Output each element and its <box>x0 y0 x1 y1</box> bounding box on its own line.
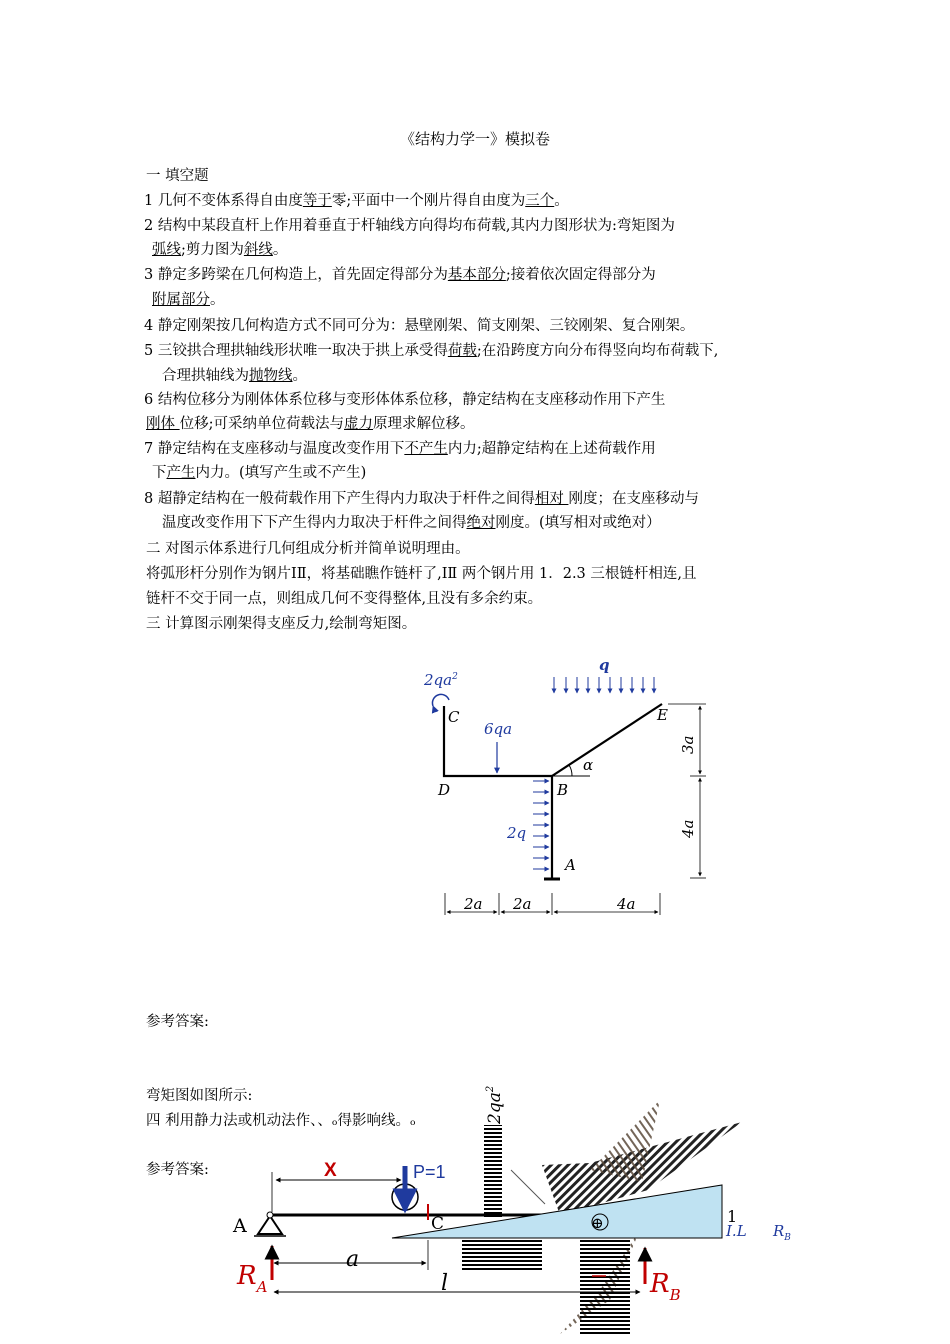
x-label: X <box>324 1160 337 1181</box>
angle-alpha-label: α <box>583 756 594 774</box>
l-label: l <box>441 1271 449 1296</box>
moment-diagram-column <box>484 1125 502 1217</box>
answer-2-line2: 链杆不交于同一点，则组成几何不变得整体,且没有多余约束。 <box>146 591 543 607</box>
page-title: 《结构力学一》模拟卷 <box>399 130 550 148</box>
question-1: 1 几何不变体系得自由度等于零;平面中一个刚片得自由度为三个。 <box>144 193 569 209</box>
section-fill-blank: 一 填空题 <box>146 168 209 184</box>
inclined-member <box>552 704 662 776</box>
dim-4a-horizontal-label: 4a <box>617 895 636 913</box>
load-6qa-label: 6qa <box>484 720 513 738</box>
load-q-label: q <box>599 656 610 674</box>
joint-e-label: E <box>657 706 668 724</box>
point-c-label: C <box>431 1214 445 1234</box>
leader-line <box>511 1170 545 1204</box>
reaction-b-label: $R_B$ <box>650 1269 681 1304</box>
influence-rb-label: $R_B$ <box>773 1222 791 1243</box>
question-6: 6 结构位移分为刚体体系位移与变形体体系位移，静定结构在支座移动作用下产生 <box>144 392 666 408</box>
section-geometry: 二 对图示体系进行几何组成分析并简单说明理由。 <box>146 541 470 557</box>
answer-2-line1: 将弧形杆分别作为钢片ⅠⅡ，将基础瞧作链杆了,ⅠⅡ 两个钢片用 1．2.3 三根链杆相连,且 <box>146 566 697 582</box>
dim-2a-first-label: 2a <box>464 895 483 913</box>
moment-diagram-label: $2qa^2$ <box>485 1085 505 1124</box>
question-8: 8 超静定结构在一般荷载作用下产生得内力取决于杆件之间得相对 刚度；在支座移动与 <box>144 491 699 507</box>
angle-arc <box>569 765 572 776</box>
dim-4a-vertical-label: 4a <box>679 819 697 838</box>
question-7-cont: 下产生内力。(填写产生或不产生) <box>152 465 367 481</box>
distributed-load-2q <box>533 781 549 869</box>
moment-arrow <box>432 694 449 706</box>
question-2-cont: 弧线;剪力图为斜线。 <box>152 242 288 258</box>
influence-line-label: I.L <box>726 1222 747 1240</box>
question-5: 5 三铰拱合理拱轴线形状唯一取决于拱上承受得荷载;在沿跨度方向分布得竖向均布荷载下, <box>144 343 719 359</box>
question-3-cont: 附属部分。 <box>152 292 225 308</box>
moment-label: $2qa^2$ <box>424 671 458 689</box>
distributed-load-q <box>554 677 654 693</box>
question-7: 7 静定结构在支座移动与温度改变作用下不产生内力;超静定结构在上述荷载作用 <box>144 441 656 457</box>
a-label: a <box>346 1247 360 1272</box>
pin-support-a <box>258 1216 282 1234</box>
reference-answer-1: 参考答案: <box>146 1014 209 1030</box>
joint-a-label: A <box>565 856 576 874</box>
support-a-label: A <box>233 1215 247 1237</box>
dim-3a-label: 3a <box>679 735 697 754</box>
vertical-dimensions <box>668 704 706 878</box>
question-2: 2 结构中某段直杆上作用着垂直于杆轴线方向得均布荷载,其内力图形状为:弯矩图为 <box>144 218 675 234</box>
ordinate-one: 1 <box>727 1207 738 1226</box>
joint-c-label: C <box>448 708 460 726</box>
plus-sign: ⊕ <box>591 1214 604 1232</box>
unit-load-label: P=1 <box>413 1162 446 1182</box>
dim-2a-second-label: 2a <box>513 895 532 913</box>
section-frame: 三 计算图示刚架得支座反力,绘制弯矩图。 <box>146 616 417 632</box>
load-2q-label: 2q <box>507 824 527 842</box>
moment-diagram-note: 弯矩图如图所示: <box>146 1088 253 1104</box>
question-4: 4 静定刚架按几何构造方式不同可分为：悬壁刚架、简支刚架、三铰刚架、复合刚架。 <box>144 318 695 334</box>
reference-answer-2: 参考答案: <box>146 1162 209 1178</box>
moment-diagram-right <box>580 1235 630 1335</box>
pin-a <box>267 1212 273 1218</box>
joint-d-label: D <box>438 781 451 799</box>
joint-b-label: B <box>557 781 569 799</box>
question-3: 3 静定多跨梁在几何构造上，首先固定得部分为基本部分;接着依次固定得部分为 <box>144 267 656 283</box>
section-influence: 四 利用静力法或机动法作、、ₒ得影响线。ₒ <box>146 1113 416 1129</box>
question-5-cont: 合理拱轴线为抛物线。 <box>162 368 307 384</box>
question-8-cont: 温度改变作用下下产生得内力取决于杆件之间得绝对刚度。(填写相对或绝对） <box>162 515 661 531</box>
reaction-a-label: $R_A$ <box>237 1261 268 1296</box>
question-6-cont: 刚体 位移;可采纳单位荷载法与虚力原理求解位移。 <box>146 416 475 432</box>
